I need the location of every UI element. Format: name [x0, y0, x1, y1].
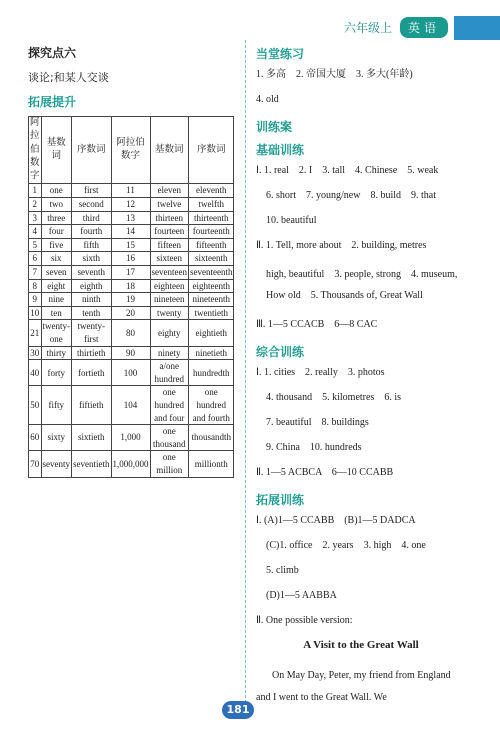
corner-tab — [454, 16, 500, 40]
table-cell: 20 — [111, 306, 150, 320]
basic-line: 6. short 7. young/new 8. build 9. that — [266, 190, 436, 201]
table-cell: fourth — [72, 225, 112, 239]
table-cell: 1,000 — [111, 425, 150, 451]
table-cell: one hundred and fourth — [189, 386, 234, 425]
table-cell: tenth — [72, 306, 112, 320]
table-cell: twenty — [150, 306, 188, 320]
table-cell: sixteen — [150, 252, 188, 266]
comp-line: 4. thousand 5. kilometres 6. is — [266, 392, 401, 403]
table-header-row — [29, 117, 234, 184]
table-cell: 12 — [111, 198, 150, 212]
table-cell: 7 — [29, 266, 42, 280]
table-cell: 17 — [111, 266, 150, 280]
table-cell: 6 — [29, 252, 42, 266]
table-cell: fiftieth — [72, 386, 112, 425]
basic-line: Ⅰ. 1. real 2. I 3. tall 4. Chinese 5. weak — [256, 165, 439, 176]
table-cell: eleven — [150, 184, 188, 198]
table-cell: three — [41, 211, 72, 225]
table-cell: 104 — [111, 386, 150, 425]
table-header-cell: 阿拉伯数字 — [111, 117, 150, 184]
training-title: 训练案 — [256, 120, 293, 134]
table-cell: one thousand — [150, 425, 188, 451]
basic-line: Ⅲ. 1—5 CCACB 6—8 CAC — [256, 319, 378, 330]
table-row — [29, 198, 234, 212]
table-cell: seventieth — [72, 451, 112, 477]
table-row — [29, 279, 234, 293]
table-cell: twelfth — [189, 198, 234, 212]
classroom-line: 4. old — [256, 94, 279, 105]
basic-line: high, beautiful 3. people, strong 4. museum, How old 5. Thousands of, Great Wall — [266, 269, 458, 301]
extend-title: 拓展提升 — [28, 95, 77, 109]
table-cell: a/one hundred — [150, 360, 188, 386]
table-cell: seven — [41, 266, 72, 280]
section-subtitle: 谈论;和某人交谈 — [28, 71, 109, 84]
table-cell: six — [41, 252, 72, 266]
table-cell: fifty — [41, 386, 72, 425]
table-cell: thirty — [41, 346, 72, 360]
table-cell: eightieth — [189, 320, 234, 346]
essay-paragraph: On May Day, Peter, my friend from England and I went to the Great Wall. We — [256, 670, 451, 703]
table-row — [29, 293, 234, 307]
table-cell: 11 — [111, 184, 150, 198]
table-cell: 50 — [29, 386, 42, 425]
ext-line: 5. climb — [266, 565, 299, 576]
table-cell: fifth — [72, 238, 112, 252]
ext-line: Ⅱ. One possible version: — [256, 615, 353, 626]
table-cell: twentieth — [189, 306, 234, 320]
table-cell: two — [41, 198, 72, 212]
table-cell: seventeen — [150, 266, 188, 280]
ext-line: (D)1—5 AABBA — [266, 590, 337, 601]
column-divider — [245, 40, 246, 718]
basic-line: Ⅱ. 1. Tell, more about 2. building, metres — [256, 240, 427, 251]
comp-line: 9. China 10. hundreds — [266, 442, 362, 453]
table-row — [29, 184, 234, 198]
table-cell: 14 — [111, 225, 150, 239]
table-cell: 60 — [29, 425, 42, 451]
table-row — [29, 252, 234, 266]
table-cell: millionth — [189, 451, 234, 477]
basic-line: 10. beautiful — [266, 215, 317, 226]
table-cell: 8 — [29, 279, 42, 293]
table-cell: 80 — [111, 320, 150, 346]
basic-title: 基础训练 — [256, 143, 305, 157]
number-table — [28, 116, 234, 478]
table-cell: nine — [41, 293, 72, 307]
table-cell: twenty-first — [72, 320, 112, 346]
comp-line: Ⅱ. 1—5 ACBCA 6—10 CCABB — [256, 467, 394, 478]
table-row — [29, 320, 234, 346]
classroom-line: 1. 多高 2. 帝国大厦 3. 多大(年龄) — [256, 69, 413, 80]
grade-label: 六年级上 — [343, 20, 392, 35]
table-cell: nineteenth — [189, 293, 234, 307]
comp-line: 7. beautiful 8. buildings — [266, 417, 369, 428]
table-cell: 30 — [29, 346, 42, 360]
table-cell: 18 — [111, 279, 150, 293]
section-title: 探究点六 — [28, 46, 77, 60]
table-header-cell: 序数词 — [72, 117, 112, 184]
table-cell: 9 — [29, 293, 42, 307]
ext-line: (C)1. office 2. years 3. high 4. one — [266, 540, 426, 551]
table-cell: third — [72, 211, 112, 225]
table-cell: second — [72, 198, 112, 212]
table-cell: ninetieth — [189, 346, 234, 360]
table-header-cell: 序数词 — [189, 117, 234, 184]
table-cell: one hundred and four — [150, 386, 188, 425]
table-cell: fourteen — [150, 225, 188, 239]
table-cell: thirtieth — [72, 346, 112, 360]
table-cell: forty — [41, 360, 72, 386]
table-cell: fourteenth — [189, 225, 234, 239]
table-cell: seventy — [41, 451, 72, 477]
table-cell: 5 — [29, 238, 42, 252]
table-cell: fortieth — [72, 360, 112, 386]
table-cell: four — [41, 225, 72, 239]
comprehensive-title: 综合训练 — [256, 345, 305, 359]
table-cell: 1,000,000 — [111, 451, 150, 477]
table-cell: sixteenth — [189, 252, 234, 266]
table-cell: eighteenth — [189, 279, 234, 293]
table-cell: 21 — [29, 320, 42, 346]
table-row — [29, 266, 234, 280]
table-cell: ten — [41, 306, 72, 320]
table-row — [29, 225, 234, 239]
table-cell: hundredth — [189, 360, 234, 386]
table-header-cell: 阿拉伯数字 — [29, 117, 42, 184]
table-cell: eighty — [150, 320, 188, 346]
table-cell: 19 — [111, 293, 150, 307]
table-row — [29, 425, 234, 451]
classroom-title: 当堂练习 — [256, 47, 305, 61]
extension-title: 拓展训练 — [256, 493, 305, 507]
table-header-cell: 基数词 — [150, 117, 188, 184]
table-cell: ninety — [150, 346, 188, 360]
table-row — [29, 211, 234, 225]
table-cell: sixtieth — [72, 425, 112, 451]
page-number: 181 — [222, 701, 254, 719]
table-cell: eighteen — [150, 279, 188, 293]
table-cell: ninth — [72, 293, 112, 307]
right-column — [256, 45, 466, 709]
table-row — [29, 386, 234, 425]
table-row — [29, 306, 234, 320]
table-cell: five — [41, 238, 72, 252]
table-row — [29, 238, 234, 252]
table-cell: one million — [150, 451, 188, 477]
table-body — [29, 184, 234, 477]
table-cell: thousandth — [189, 425, 234, 451]
comp-line: Ⅰ. 1. cities 2. really 3. photos — [256, 367, 385, 378]
table-cell: eight — [41, 279, 72, 293]
table-cell: thirteenth — [189, 211, 234, 225]
table-cell: sixth — [72, 252, 112, 266]
subject-badge: 英语 — [400, 17, 448, 38]
table-cell: first — [72, 184, 112, 198]
table-cell: twenty-one — [41, 320, 72, 346]
table-cell: twelve — [150, 198, 188, 212]
table-cell: thirteen — [150, 211, 188, 225]
table-cell: 16 — [111, 252, 150, 266]
table-cell: 2 — [29, 198, 42, 212]
table-row — [29, 451, 234, 477]
ext-line: Ⅰ. (A)1—5 CCABB (B)1—5 DADCA — [256, 515, 416, 526]
table-header-cell: 基数词 — [41, 117, 72, 184]
table-cell: eleventh — [189, 184, 234, 198]
left-column — [28, 42, 233, 478]
table-cell: 1 — [29, 184, 42, 198]
table-cell: 10 — [29, 306, 42, 320]
table-cell: sixty — [41, 425, 72, 451]
table-cell: seventeenth — [189, 266, 234, 280]
table-cell: 40 — [29, 360, 42, 386]
table-cell: 4 — [29, 225, 42, 239]
table-cell: eighth — [72, 279, 112, 293]
table-cell: one — [41, 184, 72, 198]
table-cell: 3 — [29, 211, 42, 225]
table-cell: fifteen — [150, 238, 188, 252]
table-row — [29, 346, 234, 360]
table-cell: 100 — [111, 360, 150, 386]
table-cell: 13 — [111, 211, 150, 225]
table-cell: 70 — [29, 451, 42, 477]
page-header — [344, 16, 448, 38]
table-row — [29, 360, 234, 386]
table-cell: fifteenth — [189, 238, 234, 252]
essay-title: A Visit to the Great Wall — [303, 639, 419, 651]
table-cell: 15 — [111, 238, 150, 252]
table-cell: 90 — [111, 346, 150, 360]
table-cell: nineteen — [150, 293, 188, 307]
table-cell: seventh — [72, 266, 112, 280]
